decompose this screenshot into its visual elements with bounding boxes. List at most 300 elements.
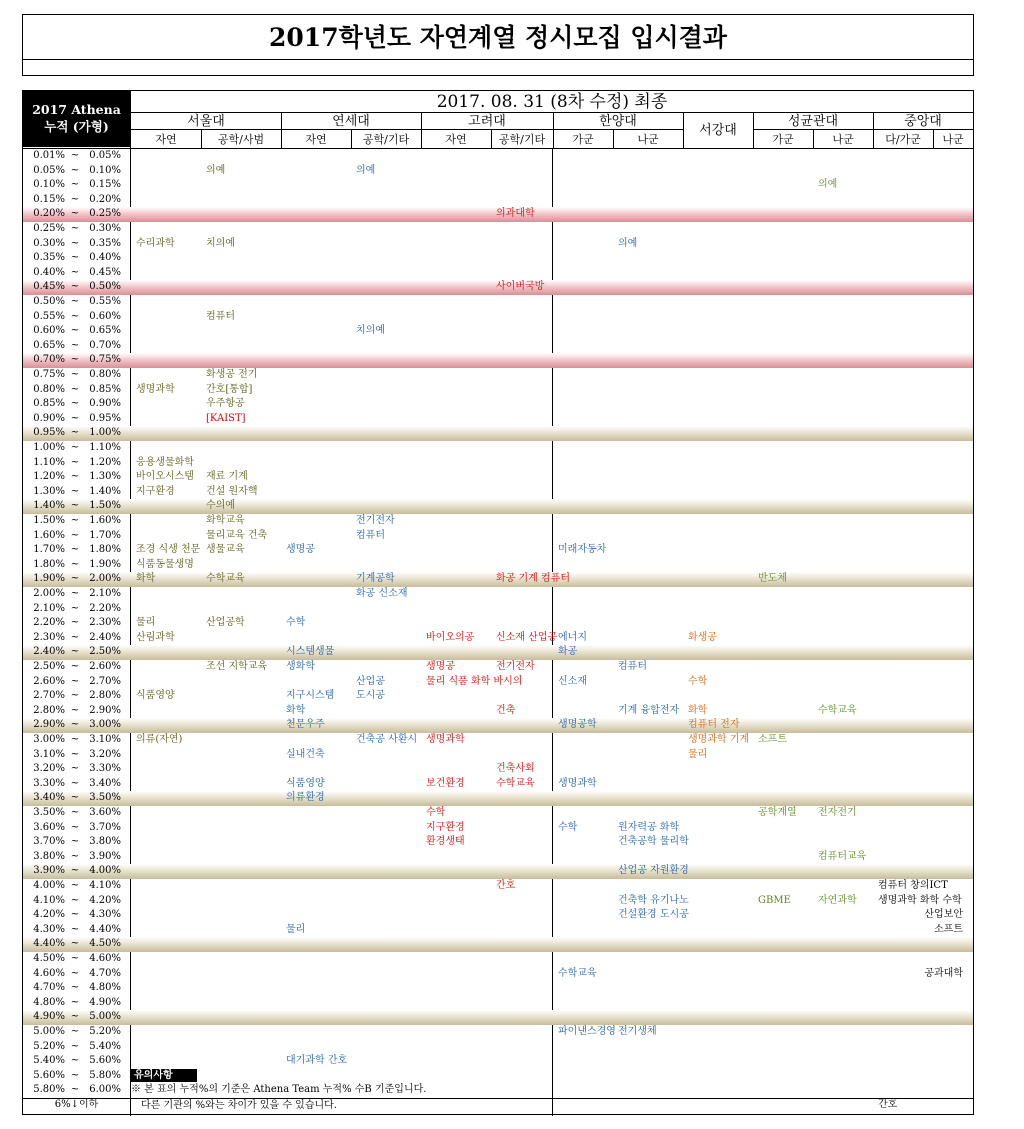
university-name: 연세대 (281, 113, 421, 130)
range-tilde: ~ (70, 792, 80, 804)
table-row (23, 1025, 973, 1040)
program-entry: 수학 (688, 675, 708, 687)
program-entry: 화학 (688, 704, 708, 716)
range-to: 2.60% (89, 661, 121, 672)
range-from: 5.00% (33, 1026, 65, 1037)
range-from: 1.50% (33, 515, 65, 526)
range-to: 0.90% (89, 398, 121, 410)
table-row (23, 426, 973, 441)
table-row (23, 149, 973, 164)
grid-line (281, 112, 282, 148)
range-to: 2.30% (89, 617, 121, 629)
results-table (22, 90, 974, 1115)
program-entry: 공과대학 (924, 967, 963, 979)
range-to: 3.90% (89, 850, 121, 862)
range-from: 0.50% (33, 296, 65, 307)
university-subcolumn: 나군 (942, 133, 964, 146)
range-to: 0.75% (89, 354, 121, 366)
university-subcolumn: 공학/기타 (498, 133, 546, 146)
program-entry: 조선 지학교육 (206, 661, 268, 672)
range-tilde: ~ (70, 617, 80, 629)
range-to: 4.40% (89, 923, 121, 935)
table-row (23, 602, 973, 617)
university-subcolumn: 자연 (155, 133, 177, 146)
range-tilde: ~ (70, 588, 80, 599)
range-tilde: ~ (70, 150, 80, 161)
program-entry: 화학 (136, 573, 156, 585)
range-tilde: ~ (70, 1055, 80, 1067)
athena-header-line2: 누적 (가형) (44, 119, 109, 134)
range-tilde: ~ (70, 369, 80, 380)
range-from: 0.10% (33, 179, 65, 191)
program-entry: 응용생물화학 (136, 456, 194, 468)
range-from: 0.90% (33, 412, 65, 424)
range-from: 0.15% (33, 193, 65, 205)
table-row (23, 1069, 973, 1084)
table-row (23, 996, 973, 1011)
grid-line (873, 112, 874, 148)
range-from: 2.10% (33, 602, 65, 614)
university-name: 중앙대 (873, 113, 973, 130)
range-to: 5.80% (89, 1069, 121, 1081)
range-tilde: ~ (70, 690, 80, 702)
university-subcolumn: 공학/사범 (217, 133, 265, 146)
range-tilde: ~ (70, 675, 80, 687)
range-to: 0.45% (89, 266, 121, 278)
range-to: 1.50% (89, 500, 121, 512)
table-row (23, 923, 973, 938)
program-entry: 의류(자연) (136, 734, 183, 745)
program-entry: 물리 (136, 617, 156, 629)
table-row (23, 967, 973, 982)
range-from: 0.45% (33, 281, 65, 293)
program-entry: 컴퓨터 창의ICT (878, 880, 948, 891)
date-header: 2017. 08. 31 (8차 수정) 최종 (436, 92, 668, 112)
range-from: 5.80% (33, 1084, 65, 1096)
range-to: 5.40% (89, 1040, 121, 1052)
range-tilde: ~ (70, 383, 80, 395)
range-to: 3.40% (89, 777, 121, 789)
university-subcolumn: 가군 (572, 133, 594, 146)
range-from: 0.35% (33, 252, 65, 264)
range-to: 3.30% (89, 763, 121, 775)
range-from: 1.20% (33, 471, 65, 483)
program-entry: 의예 (356, 164, 376, 176)
range-from: 2.00% (33, 588, 65, 599)
range-from: 1.80% (33, 558, 65, 570)
range-tilde: ~ (70, 821, 80, 833)
range-tilde: ~ (70, 880, 80, 891)
range-to: 1.00% (89, 427, 121, 439)
range-to: 3.50% (89, 792, 121, 804)
range-tilde: ~ (70, 456, 80, 468)
program-entry: 의예 (618, 237, 638, 249)
university-subcolumn: 자연 (445, 133, 467, 146)
program-entry: 건축사회 (496, 763, 535, 775)
program-entry: 의류환경 (286, 792, 325, 804)
table-row (23, 864, 973, 879)
header-blank-bar (22, 60, 974, 76)
range-tilde: ~ (70, 646, 80, 658)
range-from: 3.70% (33, 836, 65, 848)
table-row (23, 616, 973, 631)
range-tilde: ~ (70, 807, 80, 818)
program-entry: 지구환경 (136, 485, 175, 497)
range-to: 2.90% (89, 704, 121, 716)
range-tilde: ~ (70, 223, 80, 234)
range-from: 4.60% (33, 967, 65, 979)
range-from: 2.90% (33, 719, 65, 731)
university-subcolumn: 다/가군 (885, 133, 921, 146)
range-to: 0.85% (89, 383, 121, 395)
program-entry: 의예 (818, 179, 838, 191)
range-tilde: ~ (70, 558, 80, 570)
program-entry: 건축학 유기나노 (618, 894, 689, 906)
program-entry: 전기전자 (356, 515, 395, 526)
program-entry: 시스템생물 (286, 646, 335, 658)
table-row (23, 310, 973, 325)
program-entry: 생명과학 (136, 383, 175, 395)
program-entry: 바이오시스템 (136, 471, 194, 483)
table-row (23, 908, 973, 923)
range-to: 1.90% (89, 558, 121, 570)
range-from: 2.70% (33, 690, 65, 702)
range-from: 0.55% (33, 310, 65, 322)
table-row (23, 718, 973, 733)
range-to: 4.00% (89, 865, 121, 877)
range-tilde: ~ (70, 748, 80, 760)
page-title: 2017학년도 자연계열 정시모집 입시결과 (22, 14, 974, 60)
range-tilde: ~ (70, 967, 80, 979)
range-to: 2.10% (89, 588, 121, 599)
range-to: 0.55% (89, 296, 121, 307)
university-name: 서강대 (699, 123, 737, 138)
program-entry: 수학 (426, 807, 446, 818)
university-name: 고려대 (421, 113, 553, 130)
range-from: 3.30% (33, 777, 65, 789)
program-entry: 파이낸스경영 (558, 1026, 616, 1037)
range-to: 6.00% (89, 1084, 121, 1096)
table-row (23, 339, 973, 354)
range-to: 3.70% (89, 821, 121, 833)
table-row (23, 514, 973, 529)
range-tilde: ~ (70, 704, 80, 716)
range-tilde: ~ (70, 777, 80, 789)
program-entry: 보건환경 (426, 777, 465, 789)
program-entry: 식품동물생명 (136, 558, 194, 570)
range-tilde: ~ (70, 1069, 80, 1081)
range-to: 0.70% (89, 339, 121, 351)
notice-line-1: ※ 본 표의 누적%의 기준은 Athena Team 누적% 수B 기준입니다. (131, 1084, 427, 1095)
range-tilde: ~ (70, 252, 80, 264)
program-entry: 치의예 (206, 237, 235, 249)
program-entry: 건축 (496, 704, 516, 716)
range-to: 0.10% (89, 164, 121, 176)
range-tilde: ~ (70, 208, 80, 220)
range-to: 0.80% (89, 369, 121, 380)
athena-header (23, 91, 130, 147)
range-from: 3.90% (33, 865, 65, 877)
range-to: 3.00% (89, 719, 121, 731)
program-entry: 지구시스템 (286, 690, 335, 702)
table-row (23, 222, 973, 237)
range-to: 2.80% (89, 690, 121, 702)
program-entry: 식품영양 (136, 690, 175, 702)
range-from: 0.20% (33, 208, 65, 220)
range-from: 0.65% (33, 339, 65, 351)
range-to: 3.20% (89, 748, 121, 760)
range-to: 0.15% (89, 179, 121, 191)
range-to: 1.80% (89, 544, 121, 556)
range-from: 4.30% (33, 923, 65, 935)
range-to: 0.05% (89, 150, 121, 161)
table-row (23, 952, 973, 967)
program-entry: 화생공 전기 (206, 369, 258, 380)
range-tilde: ~ (70, 544, 80, 556)
program-entry: 건설 원자핵 (206, 485, 258, 497)
range-from: 3.10% (33, 748, 65, 760)
range-to: 0.20% (89, 193, 121, 205)
university-name: 한양대 (553, 113, 683, 130)
program-entry: 화공 기계 컴퓨터 (496, 573, 570, 585)
range-to: 2.40% (89, 631, 121, 643)
program-entry: 컴퓨터교육 (818, 850, 867, 862)
table-row (23, 251, 973, 266)
grid-line (421, 112, 422, 148)
program-entry: 공학계열 (758, 807, 797, 818)
program-entry: 수학교육 (558, 967, 597, 979)
grid-line (351, 130, 352, 148)
program-entry: 소프트 (758, 734, 787, 745)
table-row (23, 266, 973, 281)
range-to: 3.60% (89, 807, 121, 818)
program-entry: 물리 (286, 923, 306, 935)
range-to: 1.30% (89, 471, 121, 483)
program-entry: [KAIST] (206, 412, 246, 424)
range-from: 0.40% (33, 266, 65, 278)
range-tilde: ~ (70, 398, 80, 410)
program-entry: 화학교육 (206, 515, 245, 526)
range-tilde: ~ (70, 865, 80, 877)
program-entry: 전기전자 (496, 661, 535, 672)
program-entry: 바이오의공 (426, 631, 475, 643)
range-tilde: ~ (70, 631, 80, 643)
program-entry: 기계 융합전자 (618, 704, 680, 716)
program-entry: 수학교육 (818, 704, 857, 716)
university-subcolumn: 나군 (637, 133, 659, 146)
range-from: 0.95% (33, 427, 65, 439)
program-entry: 전자전기 (818, 807, 857, 818)
range-from: 0.25% (33, 223, 65, 234)
range-tilde: ~ (70, 850, 80, 862)
range-tilde: ~ (70, 442, 80, 453)
range-to: 2.50% (89, 646, 121, 658)
table-row (23, 529, 973, 544)
range-from: 4.10% (33, 894, 65, 906)
program-entry: GBME (758, 894, 791, 906)
range-tilde: ~ (70, 354, 80, 366)
range-tilde: ~ (70, 164, 80, 176)
range-to: 3.80% (89, 836, 121, 848)
range-tilde: ~ (70, 412, 80, 424)
range-tilde: ~ (70, 310, 80, 322)
notice-label: 유의사항 (131, 1069, 197, 1082)
table-row (23, 499, 973, 514)
program-entry: 지구환경 (426, 821, 465, 833)
range-from: 0.85% (33, 398, 65, 410)
university-subcolumn: 공학/기타 (362, 133, 410, 146)
program-entry: 의예 (206, 164, 226, 176)
program-entry: 컴퓨터 (206, 310, 235, 322)
range-tilde: ~ (70, 734, 80, 745)
range-tilde: ~ (70, 485, 80, 497)
program-entry: 에너지 (558, 631, 587, 643)
program-entry: 원자력공 화학 (618, 821, 680, 833)
table-row (23, 835, 973, 850)
range-tilde: ~ (70, 325, 80, 337)
range-tilde: ~ (70, 339, 80, 351)
grid-line (491, 130, 492, 148)
program-entry: 생명과학 (558, 777, 597, 789)
range-to: 1.60% (89, 515, 121, 526)
range-from: 4.50% (33, 953, 65, 964)
university-name: 성균관대 (753, 113, 873, 130)
range-tilde: ~ (70, 193, 80, 205)
range-tilde: ~ (70, 836, 80, 848)
range-to: 0.40% (89, 252, 121, 264)
table-row (23, 397, 973, 412)
range-to: 2.20% (89, 602, 121, 614)
range-tilde: ~ (70, 909, 80, 921)
range-to: 1.40% (89, 485, 121, 497)
range-from: 5.60% (33, 1069, 65, 1081)
program-entry: 생화학 (286, 661, 315, 672)
last-row-divider (23, 1098, 973, 1099)
range-to: 1.20% (89, 456, 121, 468)
range-tilde: ~ (70, 266, 80, 278)
program-entry: 컴퓨터 (356, 529, 385, 541)
range-from: 4.40% (33, 938, 65, 950)
program-entry: 미래자동차 (558, 544, 607, 556)
table-row (23, 164, 973, 179)
range-from: 0.30% (33, 237, 65, 249)
range-tilde: ~ (70, 1084, 80, 1096)
program-entry: 산림과학 (136, 631, 175, 643)
range-to: 0.95% (89, 412, 121, 424)
range-to: 2.00% (89, 573, 121, 585)
table-row (23, 1054, 973, 1069)
program-entry: 생명과학 (426, 734, 465, 745)
range-tilde: ~ (70, 296, 80, 307)
range-to: 0.30% (89, 223, 121, 234)
program-entry: 신소재 (558, 675, 587, 687)
range-from: 2.80% (33, 704, 65, 716)
range-to: 4.50% (89, 938, 121, 950)
grid-line (813, 130, 814, 148)
range-tilde: ~ (70, 953, 80, 964)
program-entry: 산업보안 (924, 909, 963, 921)
range-tilde: ~ (70, 938, 80, 950)
range-tilde: ~ (70, 427, 80, 439)
range-from: 5.40% (33, 1055, 65, 1067)
range-from: 4.00% (33, 880, 65, 891)
athena-header-line1: 2017 Athena (32, 102, 121, 117)
table-row (23, 748, 973, 763)
range-tilde: ~ (70, 602, 80, 614)
program-entry: 수학 (558, 821, 578, 833)
program-entry: 수학교육 (496, 777, 535, 789)
range-from: 1.00% (33, 442, 65, 453)
range-to: 0.25% (89, 208, 121, 220)
range-to: 5.00% (89, 1011, 121, 1023)
range-to: 0.60% (89, 310, 121, 322)
range-from: 4.90% (33, 1011, 65, 1023)
grid-line (753, 112, 754, 148)
program-entry: 생명공 (286, 544, 315, 556)
range-to: 4.60% (89, 953, 121, 964)
program-entry: 산업공 (356, 675, 385, 687)
range-from: 5.20% (33, 1040, 65, 1052)
range-tilde: ~ (70, 661, 80, 672)
program-entry: 수학 (286, 617, 306, 629)
program-entry: 컴퓨터 전자 (688, 719, 740, 731)
university-subcolumn: 자연 (305, 133, 327, 146)
table-row (23, 1083, 973, 1098)
range-from: 0.01% (33, 150, 65, 161)
table-row (23, 441, 973, 456)
grid-line (683, 112, 684, 148)
table-row (23, 821, 973, 836)
program-entry: 전기생체 (618, 1026, 657, 1037)
program-entry: 화생공 (688, 631, 717, 643)
program-entry: 물리 식품 화학 바시의 (426, 675, 523, 687)
range-tilde: ~ (70, 529, 80, 541)
range-from: 4.20% (33, 909, 65, 921)
program-entry: 물리교육 건축 (206, 529, 268, 541)
range-from: 4.80% (33, 996, 65, 1008)
table-row (23, 353, 973, 368)
table-row (23, 412, 973, 427)
table-row (23, 1010, 973, 1025)
range-to: 5.20% (89, 1026, 121, 1037)
range-tilde: ~ (70, 515, 80, 526)
program-entry: 신소재 산업공 (496, 631, 558, 643)
program-entry: 간호[통합] (206, 383, 253, 395)
program-entry: 수의예 (206, 500, 235, 512)
program-entry: 수학교육 (206, 573, 245, 585)
grid-line (553, 112, 554, 148)
range-tilde: ~ (70, 719, 80, 731)
range-from: 2.50% (33, 661, 65, 672)
program-entry: 조경 식생 천문 (136, 544, 201, 556)
range-to: 4.80% (89, 982, 121, 994)
program-entry: 자연과학 (818, 894, 857, 906)
table-row (23, 645, 973, 660)
range-tilde: ~ (70, 923, 80, 935)
range-from: 0.70% (33, 354, 65, 366)
program-entry: 사이버국방 (496, 281, 545, 293)
range-tilde: ~ (70, 573, 80, 585)
program-entry: 산업공학 (206, 617, 245, 629)
range-from: 2.30% (33, 631, 65, 643)
range-from: 0.80% (33, 383, 65, 395)
range-from: 2.40% (33, 646, 65, 658)
university-name: 서울대 (131, 113, 281, 130)
range-to: 0.50% (89, 281, 121, 293)
program-entry: 대기과학 간호 (286, 1055, 348, 1067)
program-entry: 수리과학 (136, 237, 175, 249)
range-from: 1.90% (33, 573, 65, 585)
